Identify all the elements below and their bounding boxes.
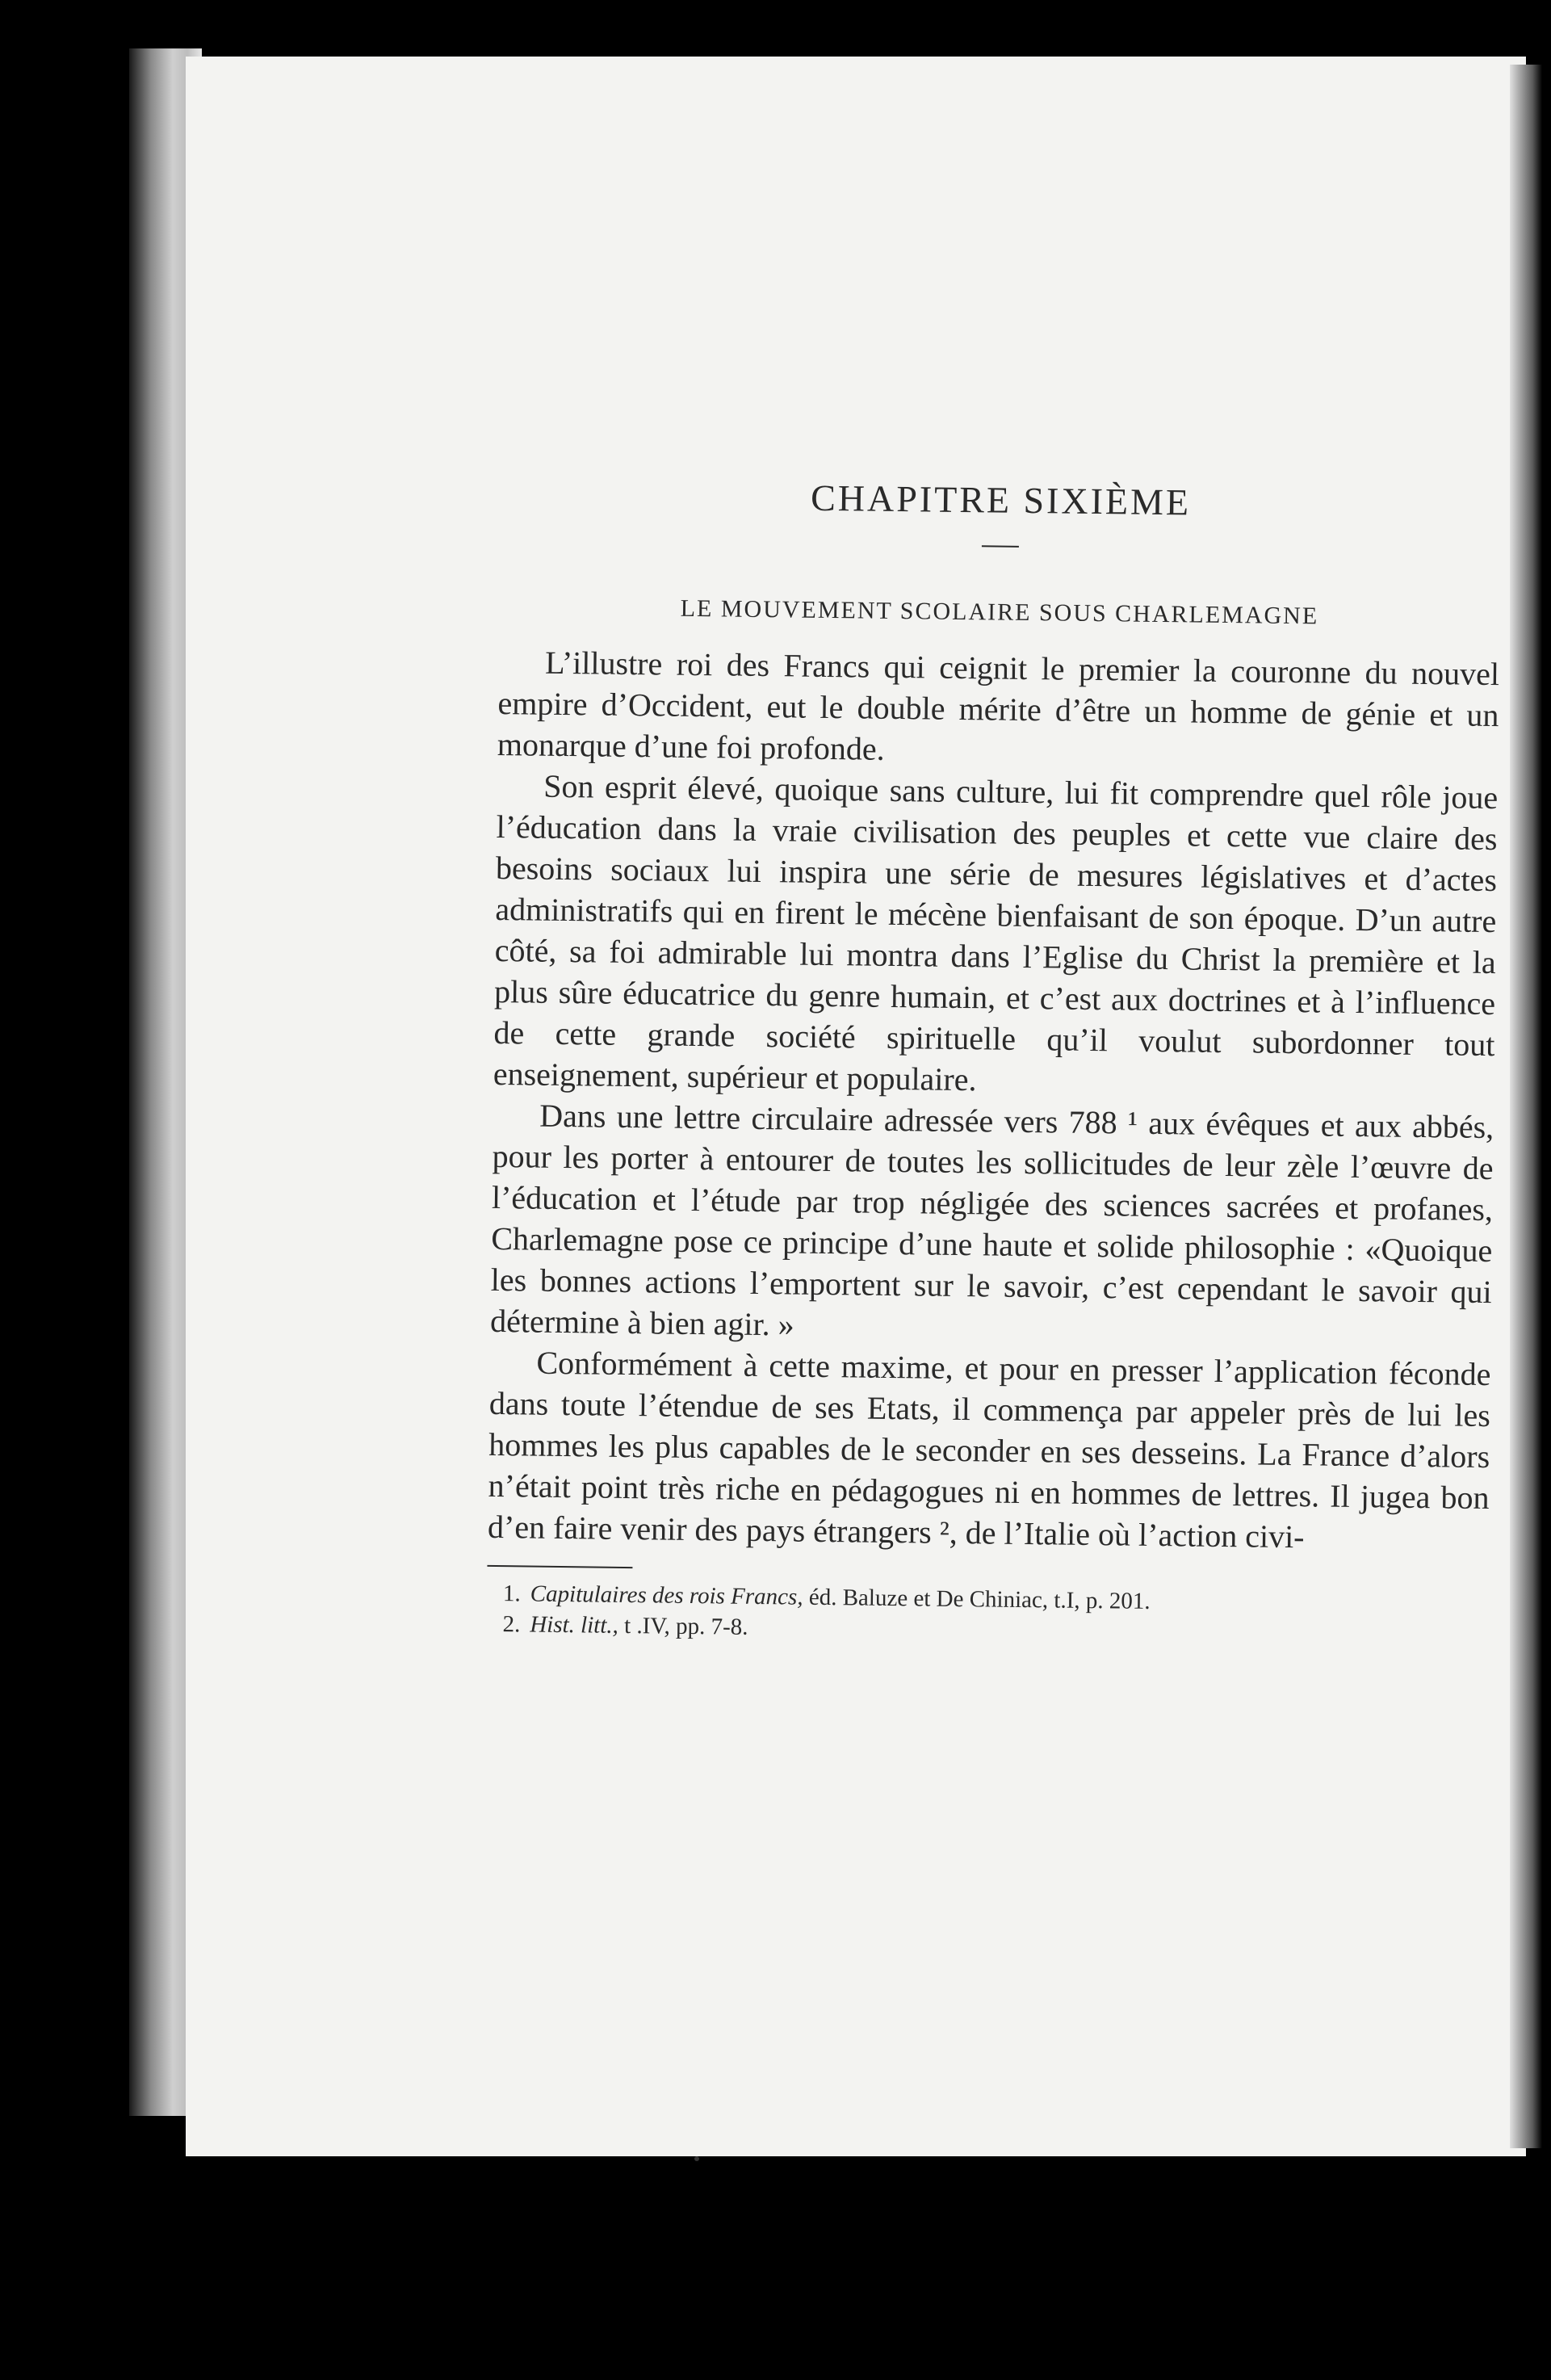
footnote-text: t .IV, pp. 7-8. [623,1612,748,1640]
footnote-rule [487,1565,632,1568]
footnotes [486,1578,1488,1652]
page-right-edge [1510,65,1542,2148]
paragraph: Son esprit élevé, quoique sans culture, lui fit comprendre quel rôle joue l’éducation dans la vraie civilisation des peuples et cette vue claire des besoins sociaux lui inspira une série de mesures législatives et d’actes administratifs qui en firent le mécène bienfaisant de son époque. D’un autre côté, sa foi admirable lui montra dans l’Eglise du Christ la première et la plus sûre éducatrice du genre humain, et c’est aux doctrines et à l’influence de cette grande société spirituelle qu’il voulut subordonner tout enseignement, supérieur et populaire. [493,767,1499,1098]
footnote-number: 2. [502,1611,521,1638]
chapter-title: CHAPITRE SIXIÈME [810,476,1192,523]
footnote-number: 1. [502,1580,521,1607]
footnote-title: Hist. litt., [530,1611,619,1639]
footnote-title: Capitulaires des rois Francs, [530,1580,803,1610]
paragraph: Dans une lettre circulaire adressée vers 788 ¹ aux évêques et aux abbés, pour les porter à entourer de toutes les sollicitudes de leur zèle l’œuvre de l’éducation et l’étude par trop négligée des sciences sacrées et profanes, Charlemagne pose ce principe d’une haute et solide philosophie : «Quoique les bonnes actions l’emportent sur le savoir, c’est cependant le savoir qui détermine à bien agir. » [489,1097,1494,1343]
body-text [488,641,1500,1559]
paragraph: Conformément à cette maxime, et pour en presser l’application féconde dans toute l’étendue de ses Etats, il commença par appeler près de lui les hommes les plus capables de le seconder en ses desseins. La France d’alors n’était point très riche en pédagogues ni en hommes de lettres. Il jugea bon d’en faire venir des pays étrangers ², de l’Italie où l’action civi- [487,1344,1491,1555]
text-block [486,472,1502,1652]
dust-speck [694,2156,699,2161]
chapter-subtitle: LE MOUVEMENT SCOLAIRE SOUS CHARLEMAGNE [680,594,1319,630]
title-rule [982,545,1019,548]
paragraph: L’illustre roi des Francs qui ceignit le premier la couronne du nouvel empire d’Occident, eut le double mérite d’être un homme de génie et un monarque d’une foi profonde. [497,644,1500,767]
footnote-text: éd. Baluze et De Chiniac, t.I, p. 201. [808,1584,1151,1614]
